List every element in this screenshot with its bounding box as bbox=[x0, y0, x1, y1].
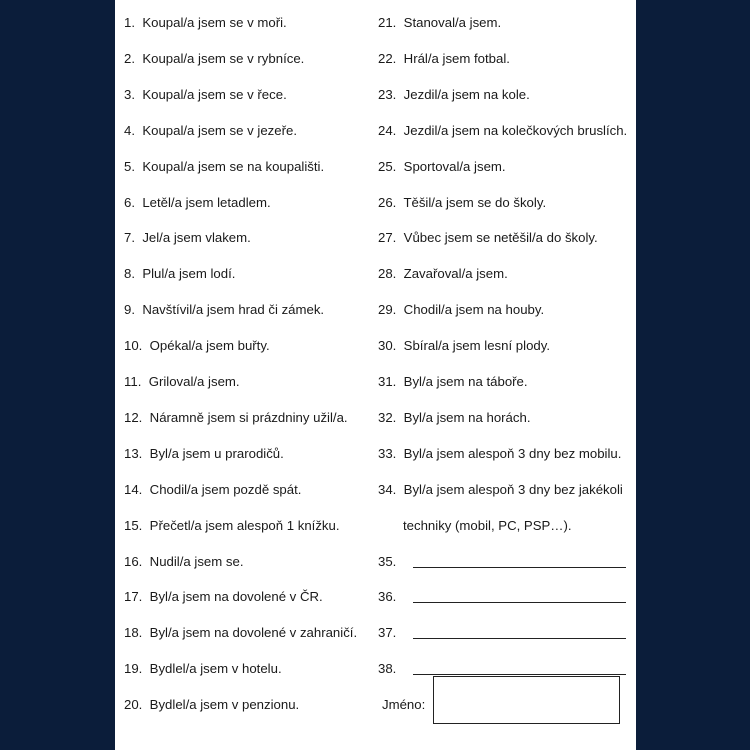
item-number: 22. bbox=[378, 50, 397, 66]
item-number: 4. bbox=[124, 122, 135, 138]
item-text: Byl/a jsem alespoň 3 dny bez jakékoli bbox=[403, 481, 623, 497]
checklist-item-18 bbox=[124, 622, 357, 644]
item-number: 34. bbox=[378, 481, 397, 497]
checklist-item-7 bbox=[124, 227, 251, 249]
item-text: Byl/a jsem na horách. bbox=[403, 409, 531, 425]
item-number: 26. bbox=[378, 194, 397, 210]
item-number: 33. bbox=[378, 445, 397, 461]
checklist-item-8 bbox=[124, 263, 235, 285]
blank-item-37 bbox=[378, 622, 628, 644]
checklist-item-11 bbox=[124, 371, 240, 393]
item-number: 35. bbox=[378, 553, 397, 569]
item-text: Přečetl/a jsem alespoň 1 knížku. bbox=[149, 517, 340, 533]
checklist-item-2 bbox=[124, 48, 304, 70]
item-number: 27. bbox=[378, 230, 397, 246]
write-in-line[interactable] bbox=[413, 567, 626, 568]
item-text: Sportoval/a jsem. bbox=[403, 158, 506, 174]
item-number: 30. bbox=[378, 338, 397, 354]
checklist-item-32 bbox=[378, 407, 530, 429]
item-number: 18. bbox=[124, 625, 143, 641]
checklist-item-9 bbox=[124, 299, 324, 321]
item-number: 32. bbox=[378, 409, 397, 425]
item-text: Byl/a jsem na táboře. bbox=[403, 374, 528, 389]
checklist-item-27 bbox=[378, 227, 598, 249]
item-number: 13. bbox=[124, 445, 143, 461]
checklist-item-34-continuation: techniky (mobil, PC, PSP…). bbox=[403, 517, 572, 533]
item-text: Těšil/a jsem se do školy. bbox=[403, 194, 547, 210]
item-number: 21. bbox=[378, 15, 397, 30]
checklist-item-4 bbox=[124, 120, 297, 142]
item-text: Opékal/a jsem buřty. bbox=[149, 338, 270, 354]
checklist-item-20 bbox=[124, 694, 299, 716]
item-text: Byl/a jsem alespoň 3 dny bez mobilu. bbox=[403, 445, 622, 461]
item-number: 38. bbox=[378, 661, 397, 677]
write-in-line[interactable] bbox=[413, 674, 626, 675]
item-number: 19. bbox=[124, 661, 143, 677]
item-text: Chodil/a jsem na houby. bbox=[403, 302, 545, 318]
checklist-item-19 bbox=[124, 658, 282, 680]
blank-item-35 bbox=[378, 551, 628, 573]
item-number: 29. bbox=[378, 302, 397, 318]
checklist-item-3 bbox=[124, 84, 287, 106]
write-in-line[interactable] bbox=[413, 602, 626, 603]
checklist-item-24 bbox=[378, 120, 627, 142]
item-text: Jezdil/a jsem na kole. bbox=[403, 86, 530, 102]
item-text: Náramně jsem si prázdniny užil/a. bbox=[149, 409, 348, 425]
item-text: Navštívil/a jsem hrad či zámek. bbox=[142, 302, 325, 318]
item-text: Plul/a jsem lodí. bbox=[142, 266, 236, 282]
item-text: Bydlel/a jsem v hotelu. bbox=[149, 661, 282, 677]
blank-item-36 bbox=[378, 586, 628, 608]
checklist-item-5 bbox=[124, 156, 324, 178]
item-text: Byl/a jsem u prarodičů. bbox=[149, 445, 284, 461]
checklist-item-15 bbox=[124, 515, 340, 537]
checklist-item-10 bbox=[124, 335, 270, 357]
item-number: 25. bbox=[378, 158, 397, 174]
item-text: Koupal/a jsem se v řece. bbox=[142, 86, 287, 102]
item-text: Stanoval/a jsem. bbox=[403, 15, 502, 30]
item-text: Bydlel/a jsem v penzionu. bbox=[149, 697, 300, 713]
item-number: 6. bbox=[124, 194, 135, 210]
item-text: Koupal/a jsem se v moři. bbox=[142, 15, 287, 30]
name-field[interactable] bbox=[433, 676, 620, 724]
checklist-item-29 bbox=[378, 299, 544, 321]
checklist-item-14 bbox=[124, 479, 301, 501]
item-number: 3. bbox=[124, 86, 135, 102]
checklist-item-31 bbox=[378, 371, 528, 393]
item-text: Vůbec jsem se netěšil/a do školy. bbox=[403, 230, 598, 246]
item-number: 23. bbox=[378, 86, 397, 102]
item-number: 24. bbox=[378, 122, 397, 138]
item-text: Byl/a jsem na dovolené v zahraničí. bbox=[149, 625, 358, 641]
item-number: 9. bbox=[124, 302, 135, 318]
item-text: Letěl/a jsem letadlem. bbox=[142, 194, 271, 210]
checklist-item-17 bbox=[124, 586, 323, 608]
item-text: Koupal/a jsem se v jezeře. bbox=[142, 122, 297, 138]
checklist-item-6 bbox=[124, 192, 271, 214]
write-in-line[interactable] bbox=[413, 638, 626, 639]
checklist-item-13 bbox=[124, 443, 284, 465]
item-number: 5. bbox=[124, 158, 135, 174]
item-text: Jel/a jsem vlakem. bbox=[142, 230, 251, 246]
item-text: Koupal/a jsem se v rybníce. bbox=[142, 50, 305, 66]
item-number: 14. bbox=[124, 481, 143, 497]
checklist-item-22 bbox=[378, 48, 510, 70]
checklist-item-1 bbox=[124, 12, 287, 34]
item-number: 7. bbox=[124, 230, 135, 246]
worksheet-page bbox=[115, 0, 636, 750]
item-number: 31. bbox=[378, 374, 397, 389]
checklist-item-28 bbox=[378, 263, 508, 285]
item-number: 17. bbox=[124, 589, 143, 605]
item-number: 1. bbox=[124, 15, 135, 30]
item-text: Sbíral/a jsem lesní plody. bbox=[403, 338, 551, 354]
item-number: 20. bbox=[124, 697, 143, 713]
item-number: 12. bbox=[124, 409, 143, 425]
checklist-item-26 bbox=[378, 192, 546, 214]
item-number: 28. bbox=[378, 266, 397, 282]
item-text: Zavařoval/a jsem. bbox=[403, 266, 508, 282]
item-number: 2. bbox=[124, 50, 135, 66]
item-text: Hrál/a jsem fotbal. bbox=[403, 50, 510, 66]
checklist-item-30 bbox=[378, 335, 550, 357]
item-text: Koupal/a jsem se na koupališti. bbox=[142, 158, 325, 174]
name-label: Jméno: bbox=[382, 697, 426, 713]
checklist-item-21 bbox=[378, 12, 501, 34]
item-number: 10. bbox=[124, 338, 143, 354]
item-text: Jezdil/a jsem na kolečkových bruslích. bbox=[403, 122, 628, 138]
item-number: 11. bbox=[124, 374, 142, 389]
item-number: 37. bbox=[378, 625, 397, 641]
item-text: Nudil/a jsem se. bbox=[149, 553, 244, 569]
item-number: 8. bbox=[124, 266, 135, 282]
checklist-item-34 bbox=[378, 479, 623, 501]
checklist-item-12 bbox=[124, 407, 348, 429]
checklist-item-23 bbox=[378, 84, 530, 106]
checklist-item-16 bbox=[124, 551, 244, 573]
item-text: Griloval/a jsem. bbox=[148, 374, 240, 389]
item-number: 36. bbox=[378, 589, 397, 605]
item-number: 15. bbox=[124, 517, 143, 533]
item-text: Chodil/a jsem pozdě spát. bbox=[149, 481, 302, 497]
item-text: Byl/a jsem na dovolené v ČR. bbox=[149, 589, 323, 605]
checklist-item-25 bbox=[378, 156, 506, 178]
item-number: 16. bbox=[124, 553, 143, 569]
checklist-item-33 bbox=[378, 443, 621, 465]
